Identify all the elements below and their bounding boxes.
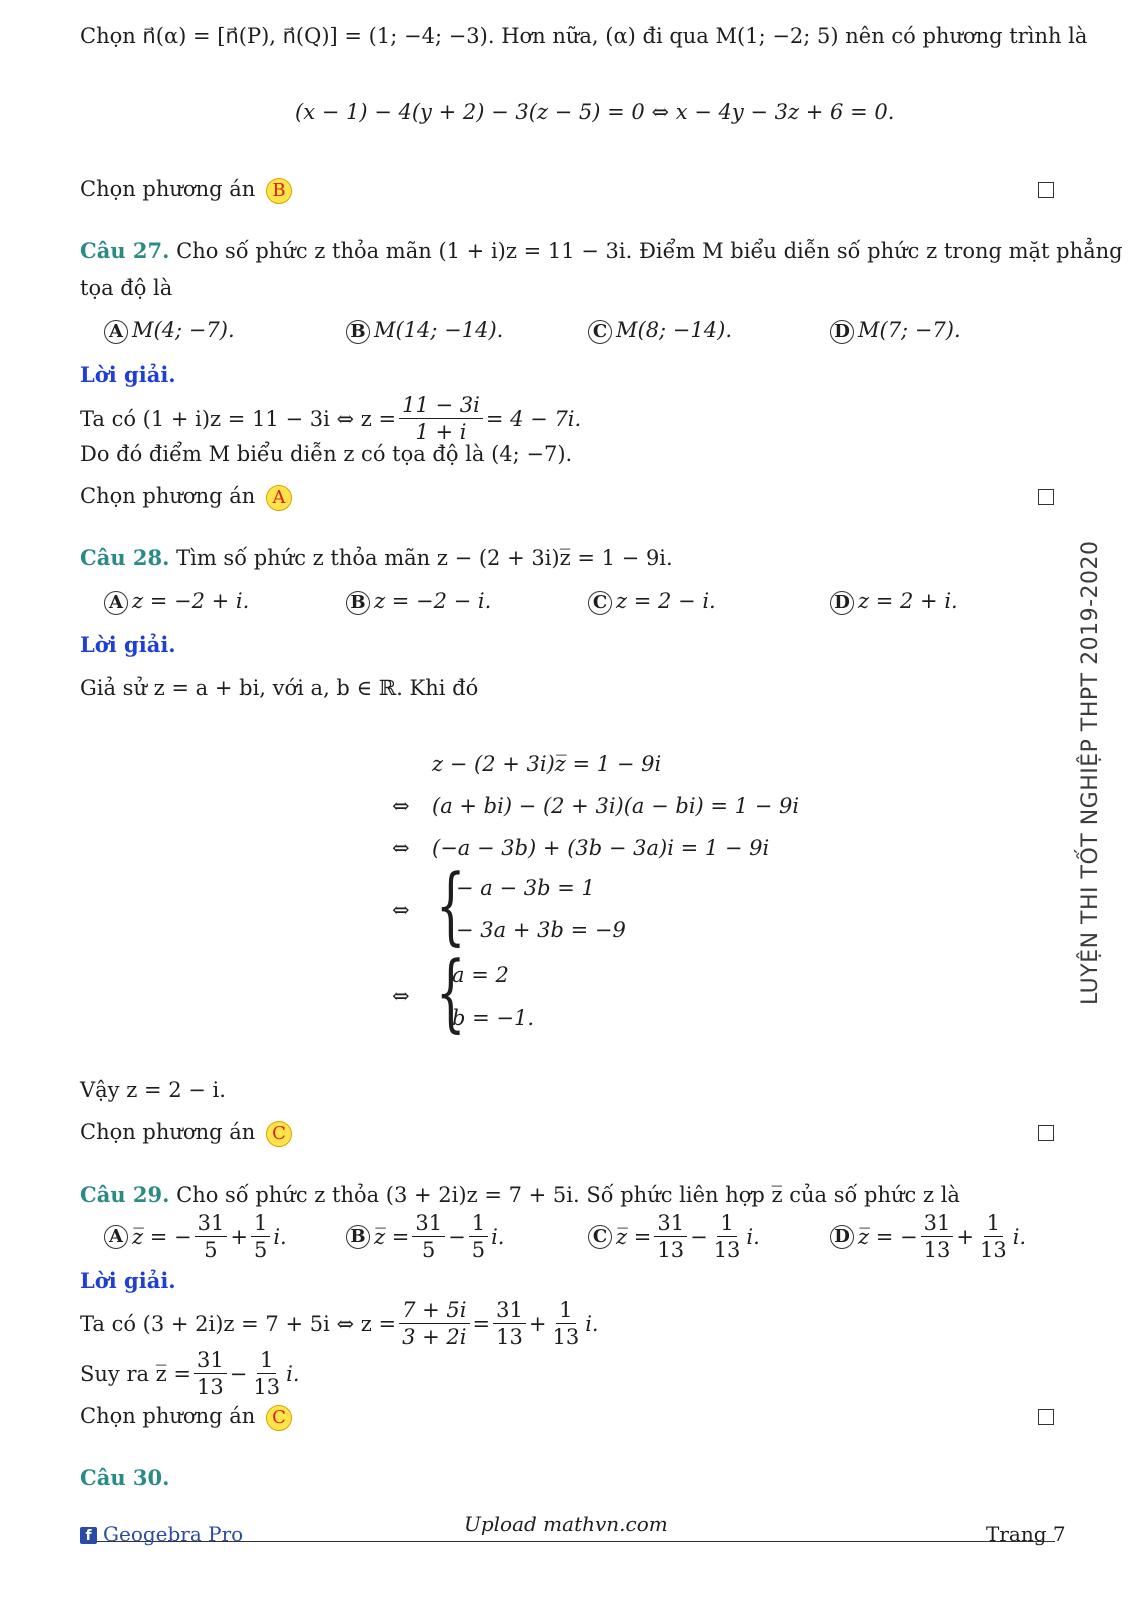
option-suffix: i. [746, 1224, 760, 1249]
choose-line [80, 1120, 292, 1147]
fraction [250, 1347, 283, 1400]
denominator: 3 + 2i [402, 1325, 467, 1349]
numerator: 7 + 5i [399, 1297, 469, 1324]
option-text: M(7; −7). [858, 318, 961, 342]
iff-symbol: ⇔ [392, 898, 410, 922]
system-equation: − a − 3b = 1 [456, 876, 595, 900]
numerator: 31 [195, 1210, 228, 1237]
question-30-label: Câu 30. [80, 1465, 170, 1490]
option-c[interactable] [588, 589, 716, 615]
iff-symbol: ⇔ [392, 984, 410, 1008]
option-text: z = 2 − i. [616, 589, 716, 613]
choose-label: Chọn phương án [80, 1404, 256, 1428]
option-letter: D [830, 1225, 854, 1249]
option-suffix: i. [1012, 1224, 1027, 1249]
fraction [412, 1210, 445, 1263]
option-text: z = −2 + i. [132, 589, 250, 613]
numerator: 1 [556, 1297, 575, 1324]
option-text: M(8; −14). [616, 318, 732, 342]
answer-badge: B [266, 178, 292, 204]
numerator: 31 [194, 1347, 227, 1374]
option-letter: C [588, 591, 612, 615]
fraction [711, 1210, 744, 1263]
option-letter: A [104, 320, 128, 344]
option-prefix: z̅ = [616, 1224, 652, 1249]
option-suffix: i. [491, 1224, 505, 1249]
operator: − [229, 1361, 248, 1386]
solution-line [80, 1297, 599, 1350]
numerator: 31 [493, 1297, 526, 1324]
question-label: Câu 29. [80, 1182, 170, 1207]
option-b[interactable] [346, 318, 503, 344]
numerator: 11 − 3i [399, 392, 483, 419]
system-brace: { [436, 856, 466, 954]
option-prefix: z̅ = − [132, 1224, 192, 1249]
option-text: M(4; −7). [132, 318, 235, 342]
option-a[interactable] [104, 589, 249, 615]
solution-line2: Do đó điểm M biểu diễn z có tọa độ là (4; −7). [80, 442, 573, 466]
solution-line2 [80, 1347, 300, 1400]
option-letter: C [588, 1225, 612, 1249]
operator: + [956, 1224, 974, 1249]
option-letter: D [830, 591, 854, 615]
system-brace: { [436, 943, 466, 1041]
fraction [469, 1210, 488, 1263]
denominator: 13 [713, 1238, 741, 1262]
solution-text: Suy ra z̅ = [80, 1361, 192, 1386]
denominator: 5 [253, 1238, 268, 1262]
question-label: Câu 27. [80, 238, 170, 263]
qed-box [1038, 1125, 1054, 1141]
numerator: 31 [921, 1210, 954, 1237]
option-suffix: i. [273, 1224, 287, 1249]
option-prefix: z̅ = [374, 1224, 410, 1249]
numerator: 1 [469, 1210, 488, 1237]
option-c[interactable] [588, 1210, 760, 1263]
option-prefix: z̅ = − [858, 1224, 918, 1249]
plane-equation: (x − 1) − 4(y + 2) − 3(z − 5) = 0 ⇔ x − 4y − 3z + 6 = 0. [295, 100, 895, 124]
question-text-cont: tọa độ là [80, 276, 173, 300]
option-c[interactable] [588, 318, 732, 344]
fraction [399, 392, 483, 445]
question-label: Câu 28. [80, 545, 170, 570]
solution-result: = 4 − 7i. [485, 406, 582, 431]
solution-label: Lời giải. [80, 1268, 176, 1293]
operator: + [528, 1311, 547, 1336]
intro-line: Chọn n⃗(α) = [n⃗(P), n⃗(Q)] = (1; −4; −3). Hơn nữa, (α) đi qua M(1; −2; 5) nên có phương trình là [80, 24, 1088, 48]
option-letter: D [830, 320, 854, 344]
numerator: 1 [257, 1347, 276, 1374]
choose-line [80, 177, 292, 204]
option-b[interactable] [346, 589, 491, 615]
choose-line [80, 484, 292, 511]
qed-box [1038, 182, 1054, 198]
fraction [654, 1210, 687, 1263]
sidebar-title: LUYỆN THI TỐT NGHIỆP THPT 2019-2020 [1078, 540, 1103, 1005]
solution-label: Lời giải. [80, 362, 176, 387]
option-text: z = −2 − i. [374, 589, 492, 613]
option-text: z = 2 + i. [858, 589, 958, 613]
answer-badge: C [266, 1405, 292, 1431]
fraction [194, 1347, 227, 1400]
numerator: 1 [984, 1210, 1003, 1237]
option-letter: C [588, 320, 612, 344]
denominator: 5 [422, 1238, 436, 1262]
numerator: 31 [412, 1210, 445, 1237]
denominator: 13 [552, 1325, 580, 1349]
qed-box [1038, 1409, 1054, 1425]
denominator: 13 [197, 1375, 224, 1399]
operator: + [230, 1224, 248, 1249]
operator: − [690, 1224, 708, 1249]
answer-badge: C [266, 1121, 292, 1147]
solution-line [80, 392, 581, 445]
iff-symbol: ⇔ [392, 836, 410, 860]
numerator: 31 [654, 1210, 687, 1237]
system-equation: − 3a + 3b = −9 [456, 918, 626, 942]
option-letter: B [346, 591, 370, 615]
option-letter: A [104, 591, 128, 615]
fraction [549, 1297, 582, 1350]
question-28 [80, 545, 673, 570]
answer-badge: A [266, 485, 292, 511]
question-text: Cho số phức z thỏa (3 + 2i)z = 7 + 5i. Số phức liên hợp z̅ của số phức z là [176, 1183, 960, 1207]
question-27 [80, 238, 1123, 263]
solution-text: Ta có (1 + i)z = 11 − 3i ⇔ z = [80, 406, 397, 431]
denominator: 1 + i [415, 420, 467, 444]
denominator: 13 [979, 1238, 1007, 1262]
option-a[interactable] [104, 1210, 287, 1263]
footer-upload: Upload mathvn.com [464, 1512, 668, 1536]
fraction [977, 1210, 1010, 1263]
question-text: Cho số phức z thỏa mãn (1 + i)z = 11 − 3i. Điểm M biểu diễn số phức z trong mặt phẳng [176, 239, 1123, 263]
choose-label: Chọn phương án [80, 484, 256, 508]
solution-suffix: i. [585, 1311, 599, 1336]
option-letter: A [104, 1225, 128, 1249]
denominator: 5 [471, 1238, 486, 1262]
operator: − [448, 1224, 466, 1249]
solution-intro: Giả sử z = a + bi, với a, b ∈ ℝ. Khi đó [80, 676, 479, 700]
option-text: M(14; −14). [374, 318, 504, 342]
fraction [399, 1297, 469, 1350]
fraction [921, 1210, 954, 1263]
question-text: Tìm số phức z thỏa mãn z − (2 + 3i)z̅ = 1 − 9i. [176, 546, 673, 570]
denominator: 5 [204, 1238, 218, 1262]
iff-symbol: ⇔ [392, 794, 410, 818]
question-29 [80, 1182, 960, 1207]
system-equation: b = −1. [452, 1006, 535, 1030]
fraction [493, 1297, 526, 1350]
solution-suffix: i. [286, 1361, 300, 1386]
option-a[interactable] [104, 318, 235, 344]
fraction [195, 1210, 228, 1263]
qed-box [1038, 489, 1054, 505]
option-b[interactable] [346, 1210, 504, 1263]
option-d[interactable] [830, 318, 961, 344]
option-letter: B [346, 1225, 370, 1249]
choose-label: Chọn phương án [80, 1120, 256, 1144]
numerator: 1 [717, 1210, 736, 1237]
solution-text: Ta có (3 + 2i)z = 7 + 5i ⇔ z = [80, 1311, 397, 1336]
equals-sign: = [472, 1311, 491, 1336]
denominator: 13 [253, 1375, 281, 1399]
numerator: 1 [251, 1210, 270, 1237]
derivation-step: z − (2 + 3i)z̅ = 1 − 9i [432, 752, 662, 776]
conclusion: Vậy z = 2 − i. [80, 1078, 226, 1102]
derivation-step: (a + bi) − (2 + 3i)(a − bi) = 1 − 9i [432, 794, 800, 818]
choose-line [80, 1404, 292, 1431]
page-number: Trang 7 [986, 1522, 1066, 1546]
option-d[interactable] [830, 1210, 1026, 1263]
choose-label: Chọn phương án [80, 177, 256, 201]
denominator: 13 [496, 1325, 523, 1349]
option-d[interactable] [830, 589, 958, 615]
brand-label: Geogebra Pro [103, 1522, 244, 1546]
fraction [251, 1210, 270, 1263]
system-equation: a = 2 [452, 963, 509, 987]
footer-brand[interactable] [80, 1522, 243, 1546]
denominator: 13 [923, 1238, 951, 1262]
option-letter: B [346, 320, 370, 344]
facebook-icon: f [80, 1527, 97, 1544]
derivation-step: (−a − 3b) + (3b − 3a)i = 1 − 9i [432, 836, 770, 860]
solution-label: Lời giải. [80, 632, 176, 657]
denominator: 13 [657, 1238, 685, 1262]
